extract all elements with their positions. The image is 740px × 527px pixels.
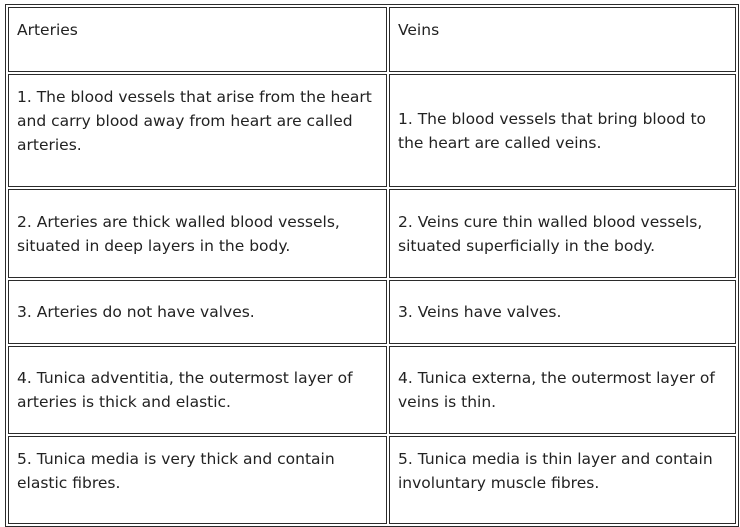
veins-cell: 3. Veins have valves. [389,280,736,344]
veins-cell: 2. Veins cure thin walled blood vessels, situated superficially in the body. [389,189,736,278]
table-row [8,280,736,344]
table-row [8,74,736,187]
table-header-row [8,7,736,72]
arteries-cell: 5. Tunica media is very thick and contain elastic fibres. [8,436,387,524]
arteries-cell: 3. Arteries do not have valves. [8,280,387,344]
arteries-cell: 4. Tunica adventitia, the outermost layer of arteries is thick and elastic. [8,346,387,434]
header-veins: Veins [389,7,736,72]
arteries-cell: 2. Arteries are thick walled blood vessels, situated in deep layers in the body. [8,189,387,278]
veins-cell: 5. Tunica media is thin layer and contain involuntary muscle fibres. [389,436,736,524]
table-row [8,189,736,278]
table-row [8,436,736,524]
arteries-cell: 1. The blood vessels that arise from the heart and carry blood away from heart are called arteries. [8,74,387,187]
table-row [8,346,736,434]
veins-cell: 1. The blood vessels that bring blood to the heart are called veins. [389,74,736,187]
comparison-table [5,4,739,527]
header-arteries: Arteries [8,7,387,72]
veins-cell: 4. Tunica externa, the outermost layer of veins is thin. [389,346,736,434]
